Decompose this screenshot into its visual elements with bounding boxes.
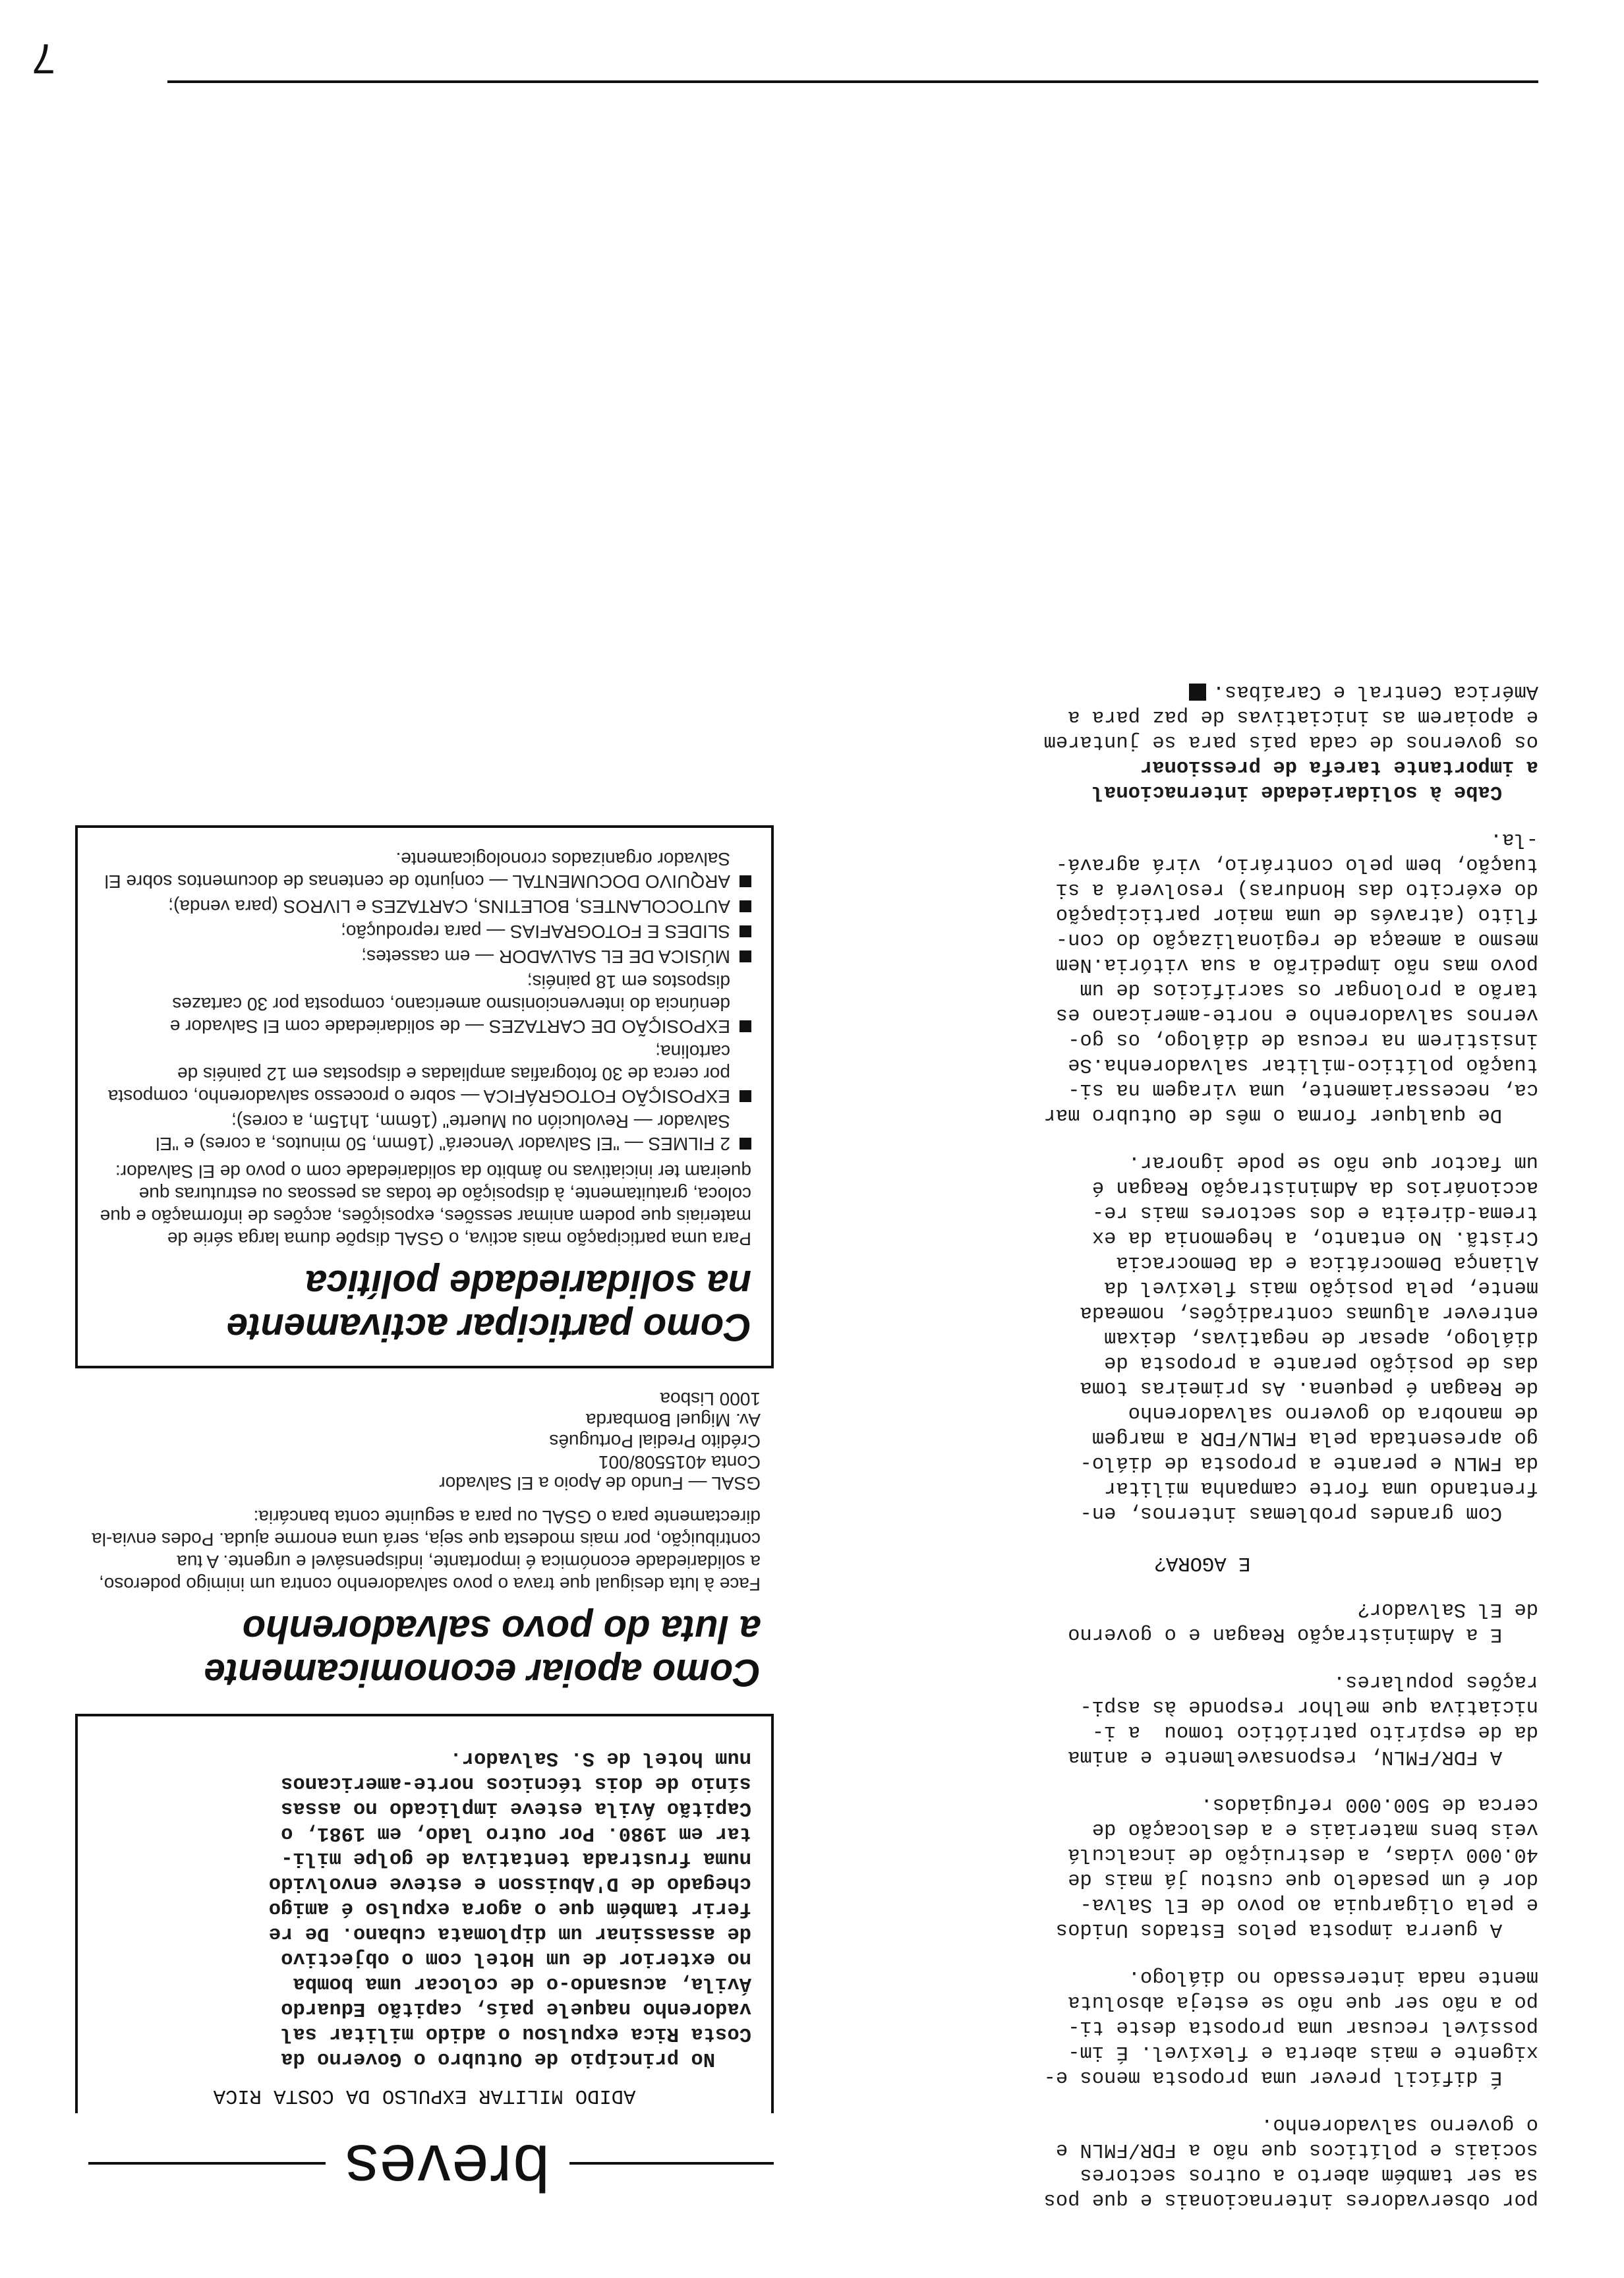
list-item (98, 848, 751, 892)
end-mark-icon (1189, 684, 1206, 701)
paragraph-7 (866, 754, 1538, 804)
list-item-text: 2 FILMES — "El Salvador Vencerá" (16mm, 50 minutos, a cores) e "El Salvador — Revolución ou Muerte" (16mm, 1h15m, a cores); (156, 1111, 730, 1154)
econ-title (88, 1607, 761, 1694)
list-item (98, 945, 751, 968)
paragraph-1: É difícil prever uma proposta menos e- xigente e mais aberta e flexível. É im- possível recusar uma proposta deste ti- po a não ser que não se esteja absoluta mente nada interessado no diálogo. (1043, 1966, 1538, 2088)
bullet-icon (740, 1090, 751, 1102)
breves-header (75, 2113, 774, 2205)
list-item (98, 1040, 751, 1107)
breves-subtitle: ADIDO MILITAR EXPULSO DA COSTA RICA (213, 2084, 636, 2107)
intro-paragraph: por observadores internacionais e que pos sa ser também aberto a outros sectores sociais e políticos que não a FDR/FMLN e o governo salvadorenho. (1043, 2113, 1538, 2211)
page-number: 7 (32, 35, 55, 82)
bullet-icon (740, 950, 751, 962)
paragraph-7-rest (866, 679, 1538, 754)
bullet-icon (740, 900, 751, 912)
address-line: 1000 Lisboa (660, 1389, 761, 1409)
polit-title (98, 1262, 751, 1349)
bullet-icon (740, 925, 751, 937)
address-line: Crédito Predial Português (549, 1431, 761, 1451)
bullet-icon (740, 875, 751, 887)
breves-rule-left (569, 2162, 774, 2165)
paragraph-6: De qualquer forma o mês de Outubro mar ca, necessariamente, uma viragem na si- tuação político-militar salvadorenha.Se insistirem na recusa de diálogo, os go- vernos salvadorenho e norte-americano es tarão a prolongar os sacrifícios de um povo mas não impedirão a sua vitória.Nem mesmo a ameaça de regionalização do con- flito (através de uma maior participação do exército das Honduras) resolverá a si tuação, bem pelo contrário, virá agravá- -la. (1043, 828, 1538, 1126)
econ-text: Face à luta desigual que trava o povo salvadorenho contra um inimigo poderoso, a solidariedade económica é importante, indispensável e urgente. A tua contribuição, por mais modesta que seja, será uma enorme ajuda. Podes envia-la directamente para o GSAL ou para a seguinte conta bancária: (92, 1507, 761, 1594)
econ-title-line-1: Como apoiar economicamente (204, 1651, 761, 1694)
list-item-text: AUTOCOLANTES, BOLETINS, CARTAZES e LIVROS (para venda); (168, 896, 730, 917)
list-item-text: EXPOSIÇÃO DE CARTAZES — de solidariedade com El Salvador e denúncia do intervencionismo americano, composta por 30 cartazes dispostos em 18 painéis; (169, 972, 730, 1037)
bullet-icon (740, 1138, 751, 1150)
paragraph-7-bold: Cabe à solidariedade internacional a importante tarefa de pressionar (1091, 755, 1538, 803)
paragraph-3: A FDR/FMLN, responsavelmente e anima da de espírito patriótico tomou a i- niciativa que melhor responde às aspi- rações populares. (1068, 1670, 1538, 1768)
breves-title: breves (343, 2131, 550, 2205)
breves-box (75, 1714, 774, 2113)
list-item-text: MÚSICA DE EL SALVADOR — em cassetes; (361, 947, 730, 967)
list-item (98, 895, 751, 918)
econ-title-line-2: a luta do povo salvadorenho (242, 1608, 761, 1650)
breves-rule-right (88, 2162, 326, 2165)
list-item (98, 920, 751, 943)
econ-section (75, 1388, 774, 1694)
bank-address (88, 1388, 761, 1494)
address-line: Conta 4015508/001 (598, 1452, 761, 1473)
paragraph-2: A guerra imposta pelos Estados Unidos e pela oligarquia ao povo de El Salva- dor é um pesadelo que custou já mais de 40.000 vidas, a destruição de incalculá veis bens materiais e a deslocação de cerca de 500.000 refugiados. (1055, 1793, 1538, 1941)
list-item-text: SLIDES E FOTOGRAFIAS — para reprodução; (341, 921, 730, 942)
paragraph-5: Com grandes problemas internos, en- frentando uma forte campanha militar da FMLN e perante a proposta de diálo- go apresentada pela FMLN/FDR a margem de manobra do governo salvadorenho de Reagan é pequena. As primeiras toma das de posição perante a proposta de diálogo, apesar de negativas, deixam entrever algumas contradições, nomeada mente, pela posição mais flexível da Aliança Democrática e da Democracia Cristã. No entanto, a hegemonia da ex trema-direita e dos sectores mais re- accionários da Administração Reagan é um factor que não se pode ignorar. (1080, 1151, 1538, 1524)
polit-box (75, 825, 774, 1368)
bullet-icon (740, 1020, 751, 1032)
material-list (98, 848, 751, 1155)
paragraph-4: E a Administração Reagan e o governo de El Salvador? (1068, 1598, 1538, 1645)
breves-text: No princípio de Outubro o Governo da Costa Rica expulsou o adido militar sal vadorenho naquele país, capitão Eduardo Ávila, acusando-o de colocar uma bomba no exterior de um Hotel com o objectivo de assassinar um diplomata cubano. De re ferir também que o agora expulso é amigo chegado de D'Abuisson e esteve envolvido numa frustrada tentativa de golpe mili- tar em 1980. Por outro lado, em 1981, o Capitão Ávila esteve implicado no assas sínio de dois técnicos norte-americanos num hotel de S. Salvador. (268, 1747, 751, 2070)
list-item (98, 1110, 751, 1155)
polit-title-line-1: Como participar activamente (226, 1306, 751, 1349)
footer-rule (167, 80, 1538, 83)
article-column (866, 657, 1538, 2212)
polit-title-line-2: na solidariedade política (305, 1262, 751, 1305)
sidebar-column (75, 825, 774, 2205)
list-item-text: ARQUIVO DOCUMENTAL — conjunto de centenas de documentos sobre El Salvador organizados cronologicamente. (104, 849, 730, 892)
address-line: GSAL — Fundo de Apoio a El Salvador (439, 1473, 761, 1494)
section-heading: E AGORA? (1153, 1552, 1251, 1574)
address-line: Av. Miguel Bombarda (585, 1410, 761, 1430)
polit-intro: Para uma participação mais activa, o GSAL dispõe duma larga série de materiais que podem animar sessões, exposições, acções de informação e que coloca, gratuitamente, à disposição de todas as pessoas ou estruturas que queiram ter iniciativas no âmbito da solidariedade com o povo de El Salvador: (100, 1161, 751, 1249)
list-item-text: EXPOSIÇÃO FOTOGRÁFICA — sobre o processo salvadorenho, composta por cerca de 30 fotografias ampliadas e dispostas em 12 painéis de cartolina; (107, 1041, 730, 1107)
paragraph-7-text: os governos de cada país para se juntarem e apoiarem as iniciativas de paz para a América Central e Caraíbas. (1043, 680, 1538, 753)
list-item (98, 970, 751, 1037)
